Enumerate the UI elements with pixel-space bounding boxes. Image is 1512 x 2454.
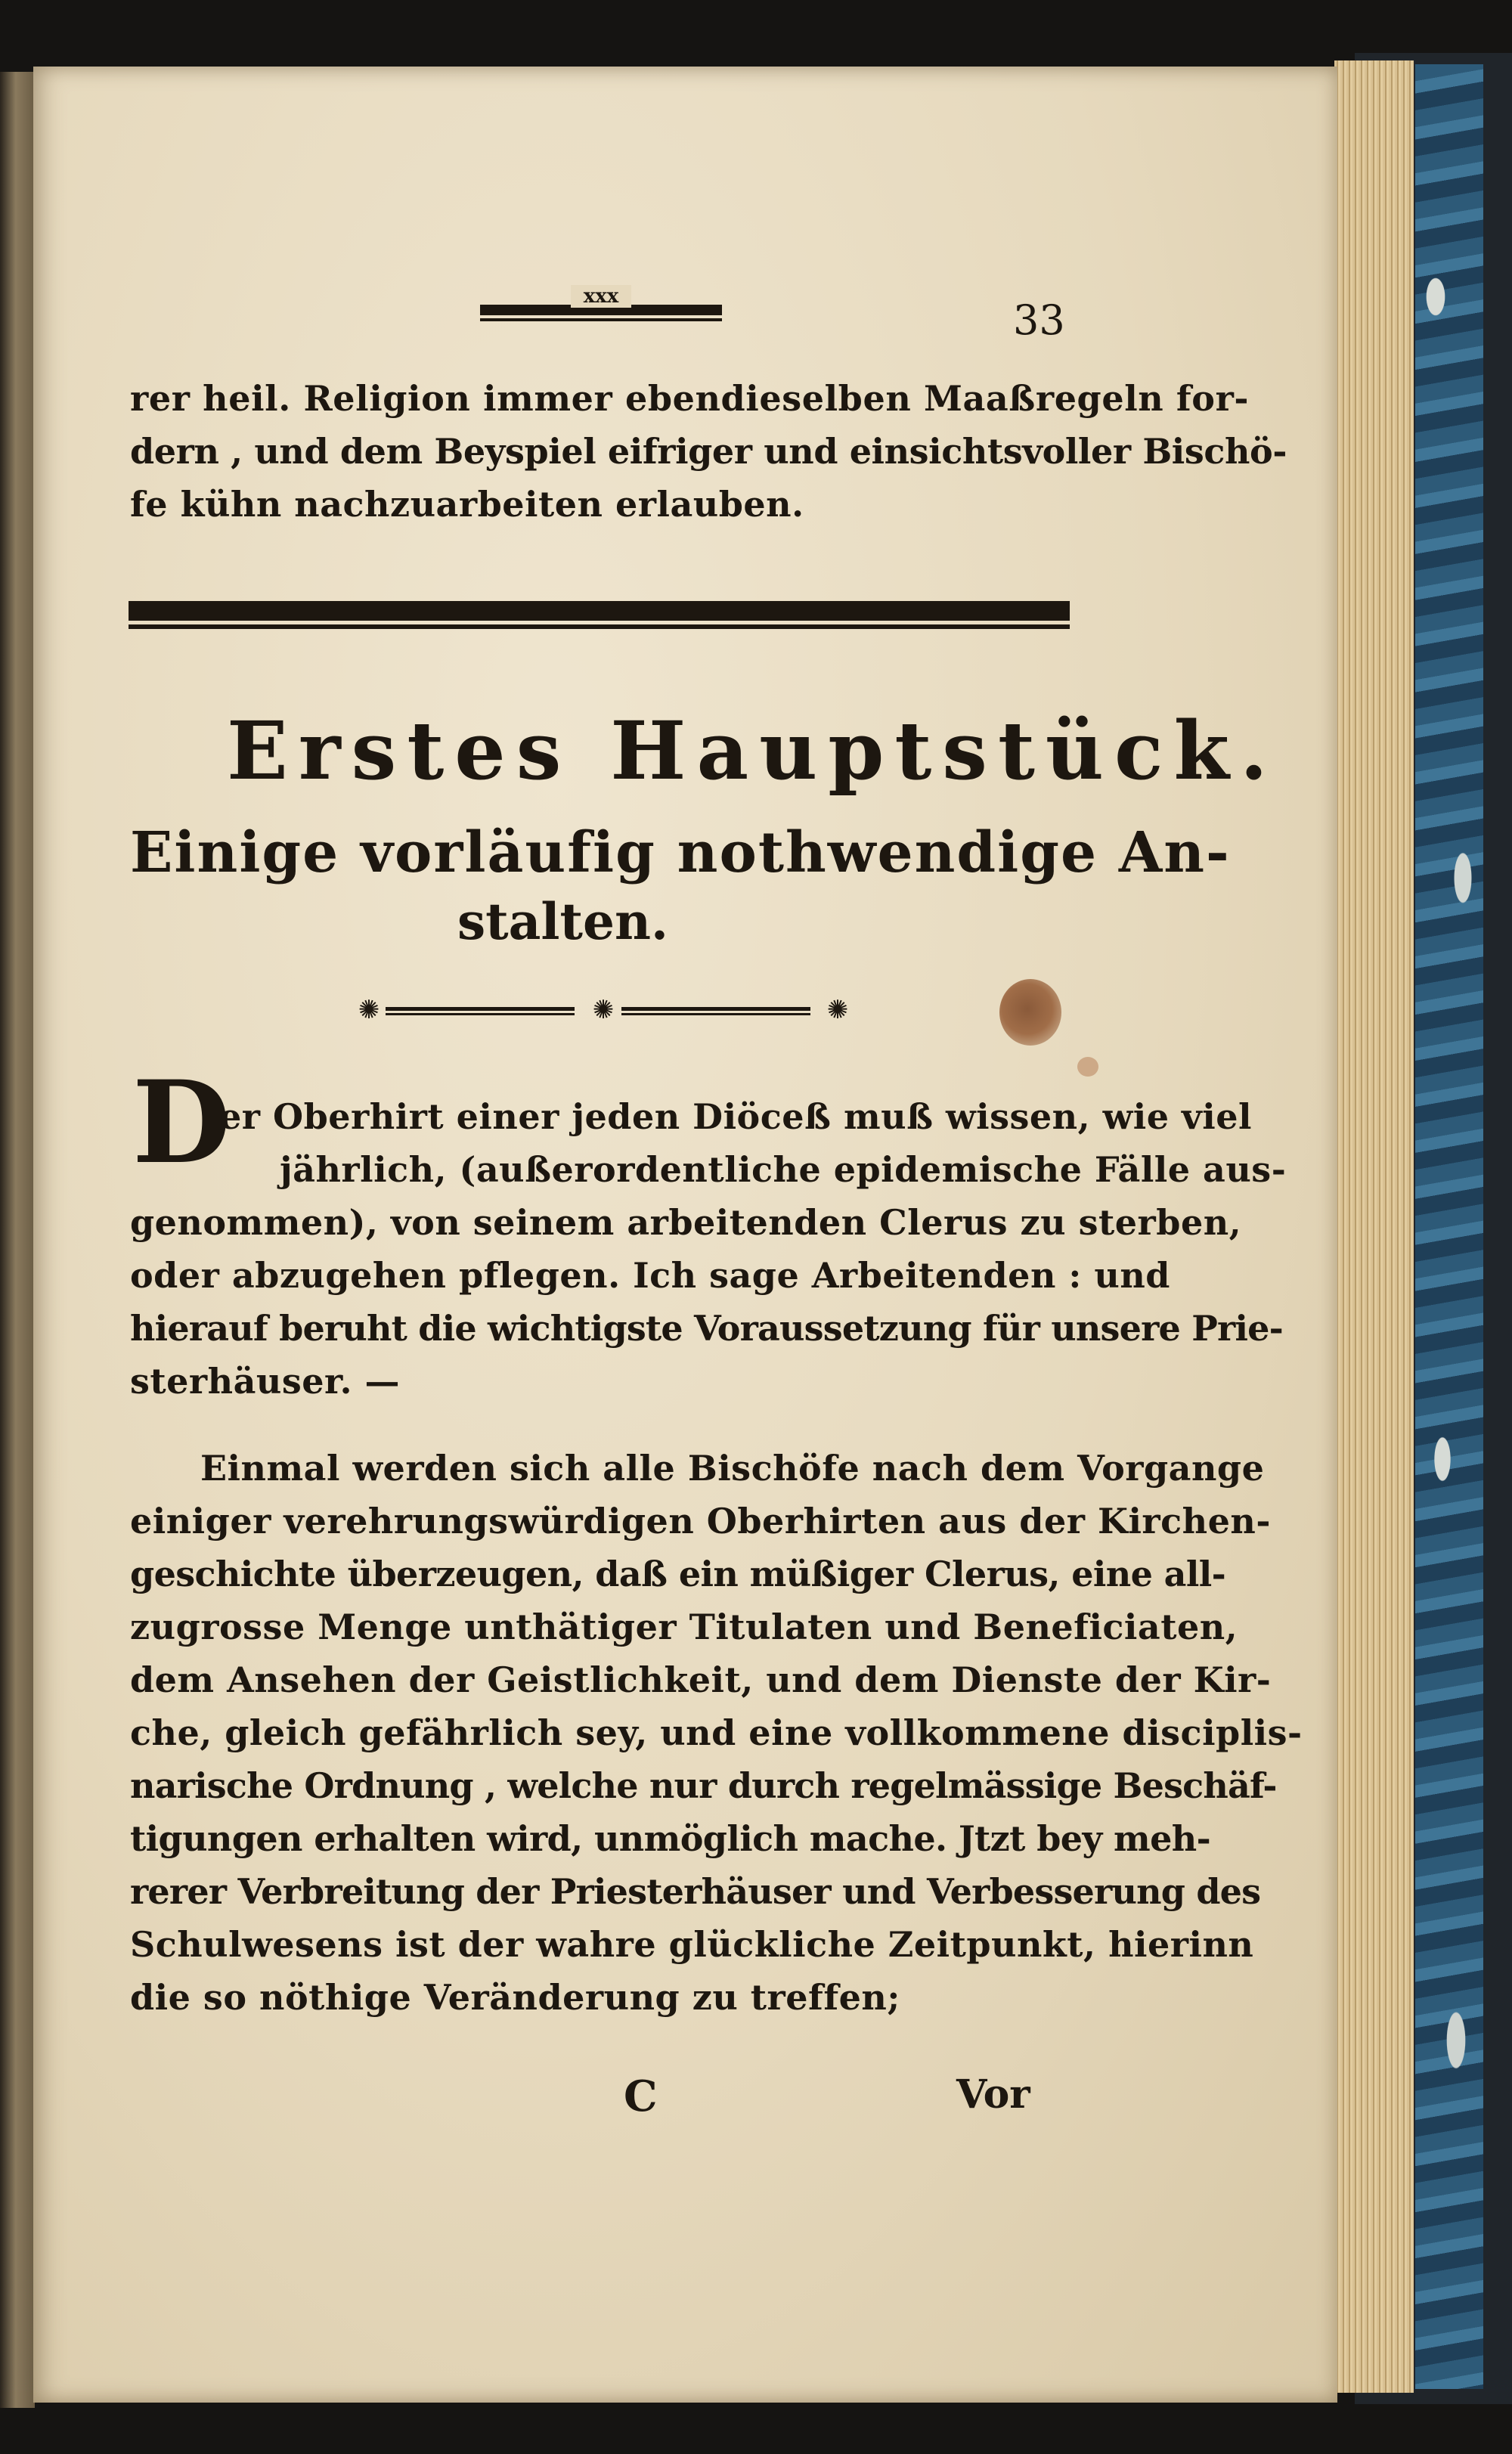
small-stain [1077, 1057, 1098, 1077]
text-line: dem Ansehen der Geistlichkeit, und dem Dienste der Kir- [130, 1659, 1272, 1700]
text-line: narische Ordnung , welche nur durch regelmässige Beschäf- [130, 1765, 1277, 1806]
star-ornament-icon: ✺ [592, 995, 615, 1025]
text-line: oder abzugehen pflegen. Ich sage Arbeitenden : und [130, 1255, 1170, 1296]
text-line: hierauf beruht die wichtigste Voraussetzung für unsere Prie- [130, 1308, 1283, 1349]
page-fore-edge [1334, 60, 1414, 2393]
chapter-subtitle: Einige vorläufig nothwendige An- [130, 820, 1231, 885]
section-rule [129, 601, 1070, 621]
section-rule-thin [129, 624, 1070, 629]
text-line: dern , und dem Beyspiel eifriger und einsichtsvoller Bischö- [130, 431, 1287, 472]
text-line: che, gleich gefährlich sey, und eine vollkommene disciplis- [130, 1712, 1303, 1753]
text-line: rer heil. Religion immer ebendieselben Maaßregeln for- [130, 378, 1250, 419]
text-line: genommen), von seinem arbeitenden Clerus zu sterben, [130, 1202, 1242, 1243]
text-line: sterhäuser. — [130, 1361, 401, 1402]
chapter-title: Erstes Hauptstück. [227, 703, 1278, 798]
ink-stain [999, 979, 1061, 1046]
signature-mark: C [624, 2071, 658, 2121]
text-line: einiger verehrungswürdigen Oberhirten aus der Kirchen- [130, 1501, 1271, 1541]
text-line: rerer Verbreitung der Priesterhäuser und Verbesserung des [130, 1871, 1261, 1912]
text-line: er Oberhirt einer jeden Diöceß muß wissen, wie viel [219, 1096, 1252, 1137]
star-ornament-icon: ✺ [358, 995, 380, 1025]
text-line: zugrosse Menge unthätiger Titulaten und Beneficiaten, [130, 1607, 1238, 1647]
page-number: 33 [1013, 296, 1065, 344]
chapter-subtitle: stalten. [457, 892, 668, 951]
text-line: fe kühn nachzuarbeiten erlauben. [130, 484, 804, 525]
ornament-glyph: xxx [571, 285, 631, 308]
catchword: Vor [956, 2071, 1030, 2118]
text-line: jährlich, (außerordentliche epidemische Fälle aus- [280, 1149, 1287, 1190]
text-line: die so nöthige Veränderung zu treffen; [130, 1977, 900, 2018]
text-line: geschichte überzeugen, daß ein müßiger Clerus, eine all- [130, 1554, 1226, 1594]
drop-cap: D [132, 1056, 231, 1189]
running-head-ornament [480, 285, 722, 321]
text-line: Schulwesens ist der wahre glückliche Zeitpunkt, hierinn [130, 1924, 1254, 1965]
text-line: tigungen erhalten wird, unmöglich mache. Jtzt bey meh- [130, 1818, 1211, 1859]
ornament-rule [355, 996, 854, 1027]
previous-page-edge [0, 72, 35, 2408]
marbled-cover-edge [1415, 64, 1483, 2389]
star-ornament-icon: ✺ [826, 995, 849, 1025]
text-line: Einmal werden sich alle Bischöfe nach dem Vorgange [200, 1448, 1265, 1489]
